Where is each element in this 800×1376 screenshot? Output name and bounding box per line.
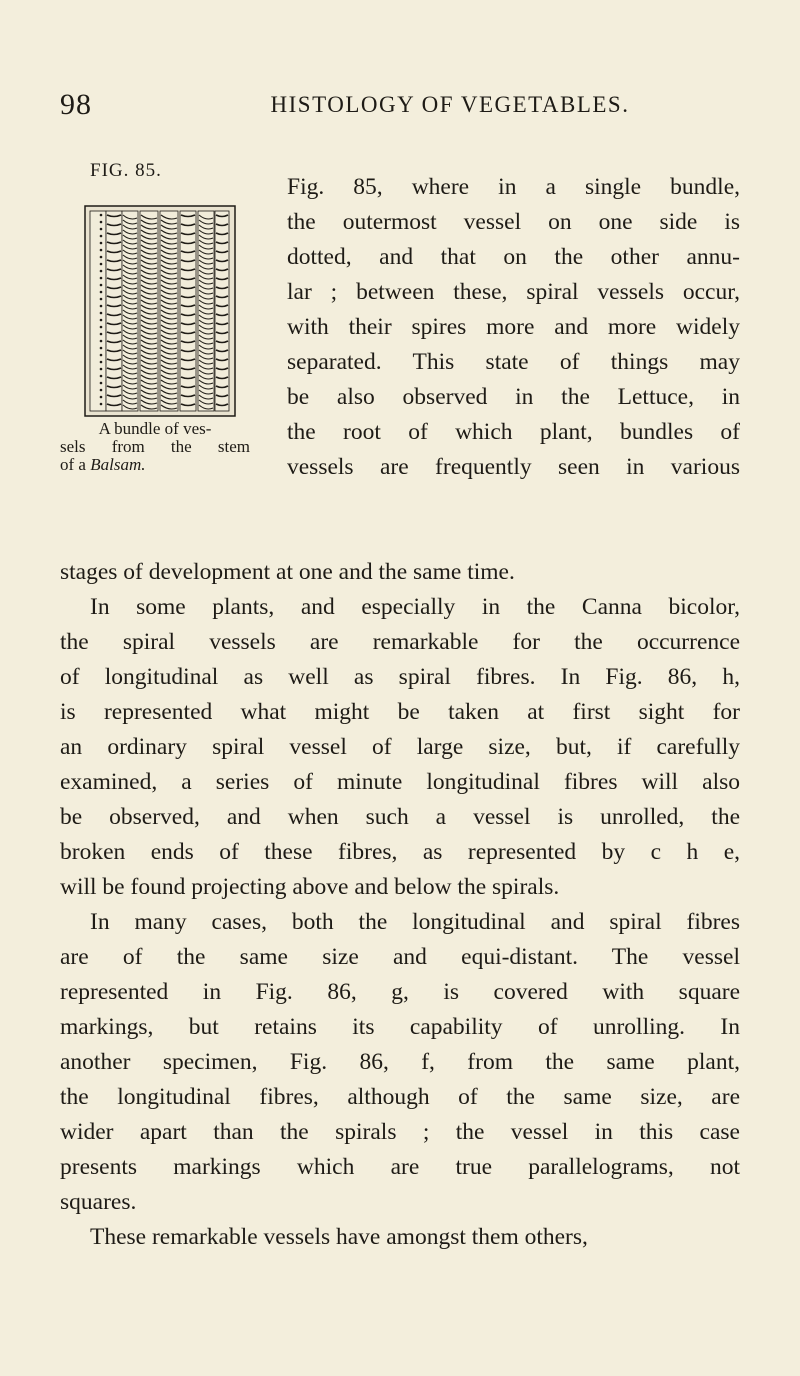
text-line: broken ends of these fibres, as represented by c h e, <box>60 839 740 865</box>
text-line: In many cases, both the longitudinal and spiral fibres <box>90 909 740 935</box>
text-line: presents markings which are true parallelograms, not <box>60 1154 740 1180</box>
text-line: These remarkable vessels have amongst them others, <box>90 1224 588 1250</box>
caption-line-3: of a Balsam. <box>60 455 146 474</box>
text-line: of longitudinal as well as spiral fibres. In Fig. 86, h, <box>60 664 740 690</box>
text-line: markings, but retains its capability of unrolling. In <box>60 1014 740 1040</box>
caption-line-2: sels from the stem <box>60 437 250 456</box>
text-line: separated. This state of things may <box>287 349 740 375</box>
text-line: vessels are frequently seen in various <box>287 454 740 480</box>
text-line: wider apart than the spirals ; the vessel in this case <box>60 1119 740 1145</box>
body-text <box>60 555 740 1255</box>
text-line: is represented what might be taken at first sight for <box>60 699 740 725</box>
caption-species: Balsam. <box>90 455 146 474</box>
text-line: stages of development at one and the same time. <box>60 559 515 585</box>
text-line: will be found projecting above and below the spirals. <box>60 874 560 900</box>
text-line: lar ; between these, spiral vessels occur, <box>287 279 740 305</box>
wrapped-paragraph <box>287 170 740 485</box>
text-line: dotted, and that on the other annu- <box>287 244 740 270</box>
text-line: represented in Fig. 86, g, is covered with square <box>60 979 740 1005</box>
running-head <box>60 88 740 128</box>
running-title: HISTOLOGY OF VEGETABLES. <box>270 92 630 117</box>
text-line: be observed, and when such a vessel is unrolled, the <box>60 804 740 830</box>
text-line: the longitudinal fibres, although of the same size, are <box>60 1084 740 1110</box>
text-line: the outermost vessel on one side is <box>287 209 740 235</box>
text-line: another specimen, Fig. 86, f, from the same plant, <box>60 1049 740 1075</box>
text-line: be also observed in the Lettuce, in <box>287 384 740 410</box>
text-line: examined, a series of minute longitudinal fibres will also <box>60 769 740 795</box>
page-number: 98 <box>60 88 92 121</box>
text-line: an ordinary spiral vessel of large size, but, if carefully <box>60 734 740 760</box>
text-line: squares. <box>60 1189 137 1215</box>
caption-line-1: A bundle of ves- <box>98 419 212 438</box>
figure-label: FIG. 85. <box>90 160 162 181</box>
text-line: the spiral vessels are remarkable for the occurrence <box>60 629 740 655</box>
figure-85 <box>60 150 250 474</box>
text-line: Fig. 85, where in a single bundle, <box>287 174 740 200</box>
text-line: are of the same size and equi-distant. The vessel <box>60 944 740 970</box>
text-line: with their spires more and more widely <box>287 314 740 340</box>
figure-caption <box>60 420 250 474</box>
text-line: In some plants, and especially in the Canna bicolor, <box>90 594 740 620</box>
text-line: the root of which plant, bundles of <box>287 419 740 445</box>
vessel-bundle-illustration <box>84 205 236 417</box>
